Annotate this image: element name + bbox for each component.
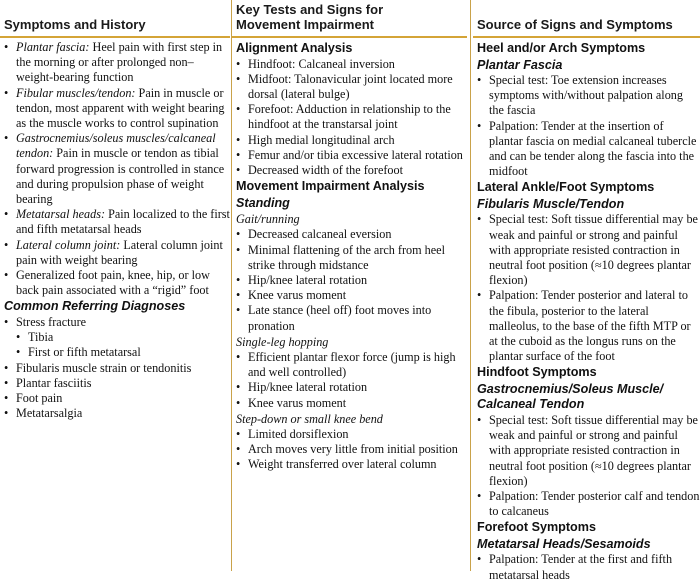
standing-title: Standing (236, 195, 290, 210)
list-item: • Decreased calcaneal eversion (236, 227, 467, 242)
hopping-title: Single-leg hopping (236, 334, 329, 349)
list-item: • Knee varus moment (236, 288, 467, 303)
list-item: • Palpation: Tender at the first and fifth metatarsal heads (477, 552, 700, 582)
list-item: • Forefoot: Adduction in relationship to the hindfoot at the transtarsal joint (236, 102, 467, 132)
plantar-list (477, 73, 700, 179)
list-item: • Palpation: Tender at the insertion of plantar fascia on medial calcaneal tubercle and can be tender along the fascia into the midfoot (477, 119, 700, 180)
header-col2-text: Key Tests and Signs for Movement Impairment (236, 2, 384, 32)
list-item: • Minimal flattening of the arch from heel strike through midstance (236, 243, 467, 273)
symptom-item: • Generalized foot pain, knee, hip, or low back pain associated with a “rigid” foot (4, 268, 230, 298)
list-item: • Weight transferred over lateral column (236, 457, 467, 472)
symptom-item: • Plantar fascia: Heel pain with first step in the morning or after prolonged non–weight-bearing function (4, 40, 230, 86)
list-item: • Arch moves very little from initial position (236, 442, 467, 457)
column-symptoms-history (0, 0, 230, 571)
column-source-signs (473, 0, 700, 582)
list-item: • Special test: Soft tissue differential may be weak and painful or strong and painful with appropriate resisted contraction in neutral foot position (≈10 degrees plantar flexion) (477, 413, 700, 489)
list-item: • Palpation: Tender posterior calf and tendon to calcaneus (477, 489, 700, 519)
gastroc-list (477, 413, 700, 519)
header-col1-text: Symptoms and History (4, 17, 146, 32)
list-item: • Limited dorsiflexion (236, 427, 467, 442)
list-item: • Special test: Soft tissue differential may be weak and painful or strong and painful with appropriate resisted contraction in neutral foot position (≈10 degrees plantar flexion) (477, 212, 700, 288)
list-item: • Late stance (heel off) foot moves into pronation (236, 303, 467, 333)
forefoot-title: Forefoot Symptoms (477, 520, 596, 535)
list-item: • Special test: Toe extension increases symptoms with/without palpation along the fascia (477, 73, 700, 119)
heel-title: Heel and/or Arch Symptoms (477, 41, 646, 55)
fibularis-list (477, 212, 700, 364)
alignment-list (236, 57, 467, 179)
metatarsal-list (477, 552, 700, 582)
list-item: • Knee varus moment (236, 396, 467, 411)
metatarsal-title: Metatarsal Heads/Sesamoids (477, 536, 651, 551)
gait-list (236, 227, 467, 333)
header-key-tests (232, 0, 467, 38)
column-key-tests (232, 0, 467, 571)
fibularis-title: Fibularis Muscle/Tendon (477, 196, 625, 211)
list-item: • High medial longitudinal arch (236, 133, 467, 148)
diagnosis-subitem: • Tibia (4, 330, 230, 345)
column-divider (470, 0, 471, 571)
list-item: • Hip/knee lateral rotation (236, 380, 467, 395)
diagnosis-item: • Metatarsalgia (4, 406, 230, 421)
lateral-title: Lateral Ankle/Foot Symptoms (477, 180, 655, 195)
header-symptoms-history (0, 0, 230, 38)
header-source-signs (473, 0, 700, 38)
diagnosis-item: • Foot pain (4, 391, 230, 406)
hindfoot-title: Hindfoot Symptoms (477, 365, 597, 380)
alignment-title: Alignment Analysis (236, 41, 353, 55)
stepdown-title: Step-down or small knee bend (236, 411, 383, 426)
diagnoses-title: Common Referring Diagnoses (4, 299, 186, 314)
list-item: • Hindfoot: Calcaneal inversion (236, 57, 467, 72)
list-item: • Hip/knee lateral rotation (236, 273, 467, 288)
plantar-title: Plantar Fascia (477, 57, 563, 72)
symptom-item: • Gastrocnemius/soleus muscles/calcaneal tendon: Pain in muscle or tendon as tibial forward progression is controlled in stance and during propulsion phase of weight bearing (4, 131, 230, 207)
diagnosis-item: • Fibularis muscle strain or tendonitis (4, 361, 230, 376)
diagnosis-subitem: • First or fifth metatarsal (4, 345, 230, 360)
stepdown-list (236, 427, 467, 473)
diagnoses-list (4, 315, 230, 421)
list-item: • Decreased width of the forefoot (236, 163, 467, 178)
list-item: • Femur and/or tibia excessive lateral rotation (236, 148, 467, 163)
list-item: • Efficient plantar flexor force (jump is high and well controlled) (236, 350, 467, 380)
diagnosis-item: • Stress fracture (4, 315, 230, 330)
movement-title: Movement Impairment Analysis (236, 179, 425, 194)
list-item: • Palpation: Tender posterior and lateral to the fibula, posterior to the lateral malleolus, to the base of the fifth MTP or at the cuboid as the longus runs on the plantar surface of the foot (477, 288, 700, 364)
symptom-item: • Fibular muscles/tendon: Pain in muscle or tendon, most apparent with weight bearing as the muscle works to control supination (4, 86, 230, 132)
gastroc-title: Gastrocnemius/Soleus Muscle/ Calcaneal Tendon (477, 381, 664, 412)
header-col3-text: Source of Signs and Symptoms (477, 17, 673, 32)
symptom-item: • Lateral column joint: Lateral column joint pain with weight bearing (4, 238, 230, 268)
symptom-item: • Metatarsal heads: Pain localized to the first and fifth metatarsal heads (4, 207, 230, 237)
diagnosis-item: • Plantar fasciitis (4, 376, 230, 391)
symptoms-list (4, 40, 230, 298)
hopping-list (236, 350, 467, 411)
gait-title: Gait/running (236, 212, 300, 227)
list-item: • Midfoot: Talonavicular joint located more dorsal (lateral bulge) (236, 72, 467, 102)
